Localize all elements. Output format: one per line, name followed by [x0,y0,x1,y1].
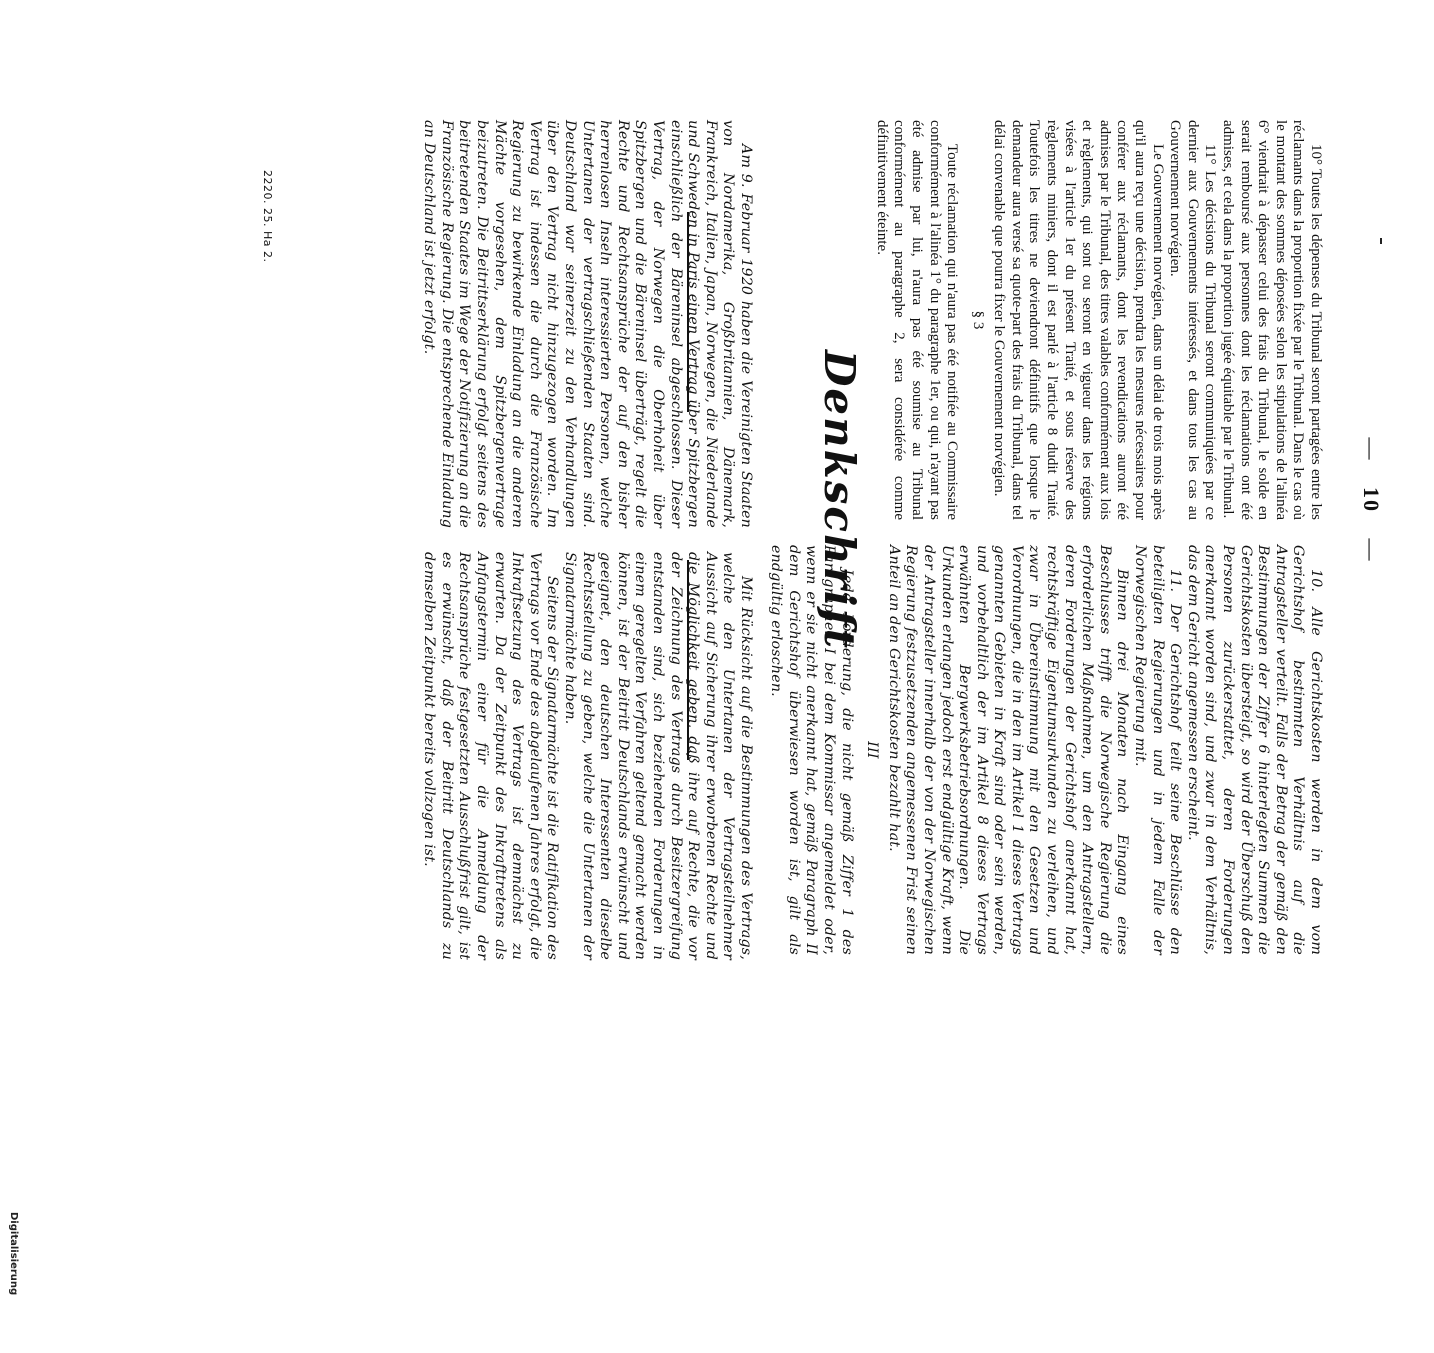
page-dash-right: — [1359,538,1384,563]
page-number: 10 [1359,487,1384,513]
digitization-text: Digitalisierung [8,1212,19,1296]
memo-body [420,120,754,960]
french-paragraph-government: Le Gouvernement norvégien, dans un délai de trois mois après qu'il aura reçu une décision, prendra les mesures nécessaires pour conférer aux réclamants, dont les revendications auront été admises par le Tribunal, des titres valables conformément aux lois et règlements, qui sont ou seront en vigueur dans les régions visées à l'article 1er du présent Traité, et sous réserve des règlements miniers, dont il est parlé à l'article 8 dudit Traité. Toutefois les titres ne deviendront définitifs que lorsque le demandeur aura versé sa quote-part des frais du Tribunal, dans tel délai convenable que pourra fixer le Gouvernement norvégien. [991,120,1166,520]
french-paragraph-10: 10° Toutes les dépenses du Tribunal seront partagées entre les réclamants dans la proportion fixée par le Tribunal. Dans le cas où le montant des sommes déposées selon les stipulations de l'alinéa 6° viendrait à dépasser celui des frais du Tribunal, le solde en serait remboursé aux personnes dont les réclamations ont été admises, et cela dans la proportion jugée équitable par le Tribunal. [1220,120,1324,520]
page-dash-left: — [1359,437,1384,462]
memo-paragraph: Mit Rücksicht auf die Bestimmungen des Vertrags, welche den Untertanen der Vertragsteilnehmer Aussicht auf Sicherung ihrer erworbenen Rechte und die Möglichkeit geben, daß ihre auf Rechte, die vor der Zeichnung des Vertrags durch Besitzergreifung entstanden sind, sich beziehenden Forderungen in einem geregelten Verfahren geltend gemacht werden können, ist der Beitritt Deutschlands erwünscht und geeignet, den deutschen Interessenten dieselbe Rechtsstellung zu geben, welche die Untertanen der Signatarmächte haben. [562,552,754,960]
footnote-text: 2220. 25. Ha 2. [261,170,274,263]
digitization-note [0,0,26,1296]
memo-paragraph: Am 9. Februar 1920 haben die Vereinigten Staaten von Nordamerika, Großbritannien, Dänemark, Frankreich, Italien, Japan, Norwegen, die Niederlande und Schweden in Paris einen Vertrag über Spitzbergen einschließlich der Bäreninsel abgeschlossen. Dieser Vertrag, der Norwegen die Oberhoheit über Spitzbergen und die Bäreninsel überträgt, regelt die Rechte und Rechtsansprüche der auf den bisher herrenlosen Inseln interessierten Personen, welche Untertanen der vertragschließenden Staaten sind. Deutschland war seinerzeit zu den Verhandlungen über den Vertrag nicht hinzugezogen worden. Im Vertrag ist indessen die durch die Französische Regierung zu bewirkende Einladung an die anderen Mächte vorgesehen, dem Spitzbergenvertrage beizutreten. Die Beitrittserklärung erfolgt seitens des beitretenden Staates im Wege der Notifizierung an die Französische Regierung. Die entsprechende Einladung an Deutschland ist jetzt erfolgt. [421,120,754,528]
german-paragraph-government: Binnen drei Monaten nach Eingang eines Beschlusses trifft die Norwegische Regierung die erforderlichen Maßnahmen, um den Antragstellern, deren Forderungen der Gerichtshof anerkannt hat, rechtskräftige Eigentumsurkunden zu verleihen, und zwar in Übereinstimmung mit den Gesetzen und Verordnungen, die in den im Artikel 1 dieses Vertrags genannten Gebieten in Kraft sind oder sein werden, und vorbehaltlich der im Artikel 8 dieses Vertrags erwähnten Bergwerksbetriebsordnungen. Die Urkunden erlangen jedoch erst endgültige Kraft, wenn der Antragsteller innerhalb der von der Norwegischen Regierung festzusetzenden angemessenen Frist seinen Anteil an den Gerichtskosten bezahlt hat. [885,545,1131,955]
german-paragraph-11: 11. Der Gerichtshof teilt seine Beschlüsse den beteiligten Regierungen und in jedem Falle der Norwegischen Regierung mit. [1132,545,1184,955]
german-paragraph-10: 10. Alle Gerichtskosten werden in dem vom Gerichtshof bestimmten Verhältnis auf die Antragsteller verteilt. Falls der Betrag der gemäß den Bestimmungen der Ziffer 6 hinterlegten Summen die Gerichtskosten übersteigt, so wird der Überschuß den Personen zurückerstattet, deren Forderungen anerkannt worden sind, und zwar in dem Verhältnis, das dem Gericht angemessen erscheint. [1184,545,1324,955]
french-section-heading: § 3 [969,310,986,330]
memo-title: Denkschrift [815,349,864,651]
memo-paragraph: Seitens der Signatarmächte ist die Ratifikation des Vertrags vor Ende des abgelaufenen Jahres erfolgt, die Inkraftsetzung des Vertrags ist demnächst zu erwarten. Da der Zeitpunkt des Inkrafttretens als Anfangstermin einer für die Anmeldung der Rechtsansprüche festgesetzten Ausschlußfrist gilt, ist es erwünscht, daß der Beitritt Deutschlands zu demselben Zeitpunkt bereits vollzogen ist. [421,552,561,960]
french-section-text: Toute réclamation qui n'aura pas été notifiée au Commissaire conformément à l'alinéa 1° du paragraphe 1er, ou qui, n'ayant pas été admise par lui, n'aura pas été soumise au Tribunal conformément au paragraphe 2, sera considérée comme définitivement éteinte. [873,120,961,520]
german-section-text: Jede Forderung, die nicht gemäß Ziffer 1 des Paragraphen I bei dem Kommissar angemeldet oder, wenn er sie nicht anerkannt hat, gemäß Paragraph II dem Gerichtshof überwiesen worden ist, gilt als endgültig erloschen. [768,545,855,955]
page-mark [1380,238,1382,244]
french-paragraph-11: 11° Les décisions du Tribunal seront communiquées par ce dernier aux Gouvernements intéressés, et dans tous les cas au Gouvernement norvégien. [1167,120,1219,520]
page-number-line [1358,0,1384,1000]
printer-footnote [261,170,274,262]
german-section-heading: III [864,741,881,759]
french-column [872,120,1324,520]
